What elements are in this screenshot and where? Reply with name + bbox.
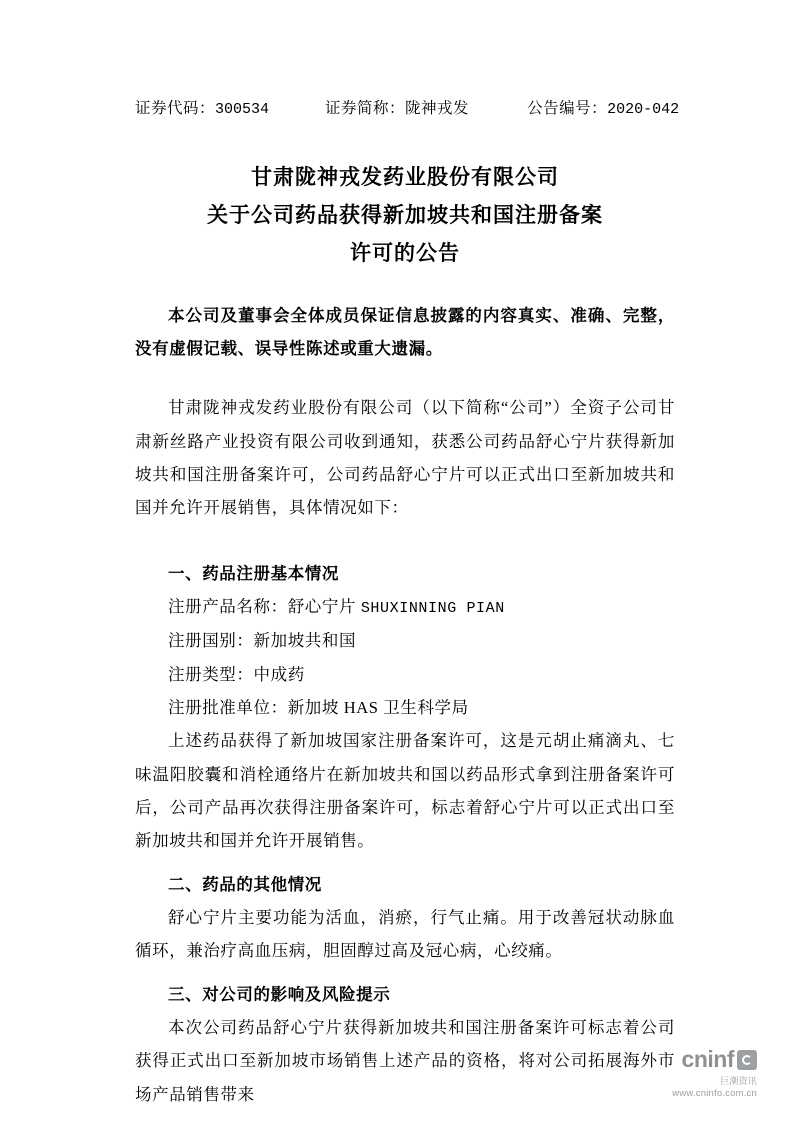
section-1 xyxy=(135,557,675,858)
field-label: 注册类型： xyxy=(168,664,254,684)
section-1-field-2 xyxy=(135,624,675,657)
title-line-1: 甘肃陇神戎发药业股份有限公司 xyxy=(251,165,559,189)
field-value: 新加坡共和国 xyxy=(253,631,357,651)
field-value: 舒心宁片 xyxy=(287,596,361,616)
section-1-field-1 xyxy=(135,590,675,624)
field-value-latin: SHUXINNING PIAN xyxy=(360,599,505,617)
announcement-no-label: 公告编号： xyxy=(527,100,608,117)
security-abbreviation xyxy=(325,96,469,118)
cninfo-logo xyxy=(672,1045,757,1074)
security-abbr-value: 陇神戎发 xyxy=(405,100,470,117)
section-2-paragraph: 舒心宁片主要功能为活血，消瘀，行气止痛。用于改善冠状动脉血循环，兼治疗高血压病，胆固醇过高及冠心病，心绞痛。 xyxy=(135,907,675,961)
section-2-heading: 二、药品的其他情况 xyxy=(168,874,322,894)
title-line-3: 许可的公告 xyxy=(350,241,460,266)
cninfo-logo-text: cninf xyxy=(681,1046,734,1073)
security-code-value: 300534 xyxy=(215,101,270,118)
cninfo-url: www.cninfo.com.cn xyxy=(672,1088,757,1100)
section-3-heading: 三、对公司的影响及风险提示 xyxy=(168,984,391,1004)
section-1-field-3 xyxy=(135,658,675,691)
footer-watermark xyxy=(672,1045,757,1100)
field-label: 注册产品名称： xyxy=(168,596,288,616)
security-code-label: 证券代码： xyxy=(135,100,216,117)
intro-paragraph: 甘肃陇神戎发药业股份有限公司（以下简称“公司”）全资子公司甘肃新丝路产业投资有限公司收到通知，获悉公司药品舒心宁片获得新加坡共和国注册备案许可，公司药品舒心宁片可以正式出口至新加坡共和国并允许开展销售，具体情况如下： xyxy=(135,398,675,518)
section-3-paragraph: 本次公司药品舒心宁片获得新加坡共和国注册备案许可标志着公司获得正式出口至新加坡市场销售上述产品的资格，将对公司拓展海外市场产品销售带来 xyxy=(135,1017,675,1104)
security-abbr-label: 证券简称： xyxy=(325,100,406,117)
announcement-no-value: 2020-042 xyxy=(607,101,680,118)
cninfo-logo-icon xyxy=(737,1050,757,1070)
field-label: 注册国别： xyxy=(168,631,254,651)
section-1-paragraph: 上述药品获得了新加坡国家注册备案许可，这是元胡止痛滴丸、七味温阳胶囊和消栓通络片在新加坡共和国以药品形式拿到注册备案许可后，公司产品再次获得注册备案许可，标志着舒心宁片可以正式出口至新加坡共和国并允许开展销售。 xyxy=(135,731,675,851)
cninfo-logo-subtitle: 巨潮资讯 xyxy=(720,1075,757,1086)
section-1-heading: 一、药品注册基本情况 xyxy=(168,563,339,583)
field-value: 新加坡 HAS 卫生科学局 xyxy=(287,697,469,717)
disclosure-statement: 本公司及董事会全体成员保证信息披露的内容真实、准确、完整，没有虚假记载、误导性陈述或重大遗漏。 xyxy=(135,305,675,358)
section-1-field-4 xyxy=(135,691,675,724)
field-label: 注册批准单位： xyxy=(168,697,288,717)
field-value: 中成药 xyxy=(253,664,305,684)
document-header xyxy=(135,96,680,118)
page-title xyxy=(135,158,675,273)
section-3 xyxy=(135,978,675,1111)
section-2 xyxy=(135,868,675,968)
title-line-2: 关于公司药品获得新加坡共和国注册备案 xyxy=(207,203,603,228)
announcement-number xyxy=(527,96,679,118)
security-code xyxy=(135,96,269,118)
